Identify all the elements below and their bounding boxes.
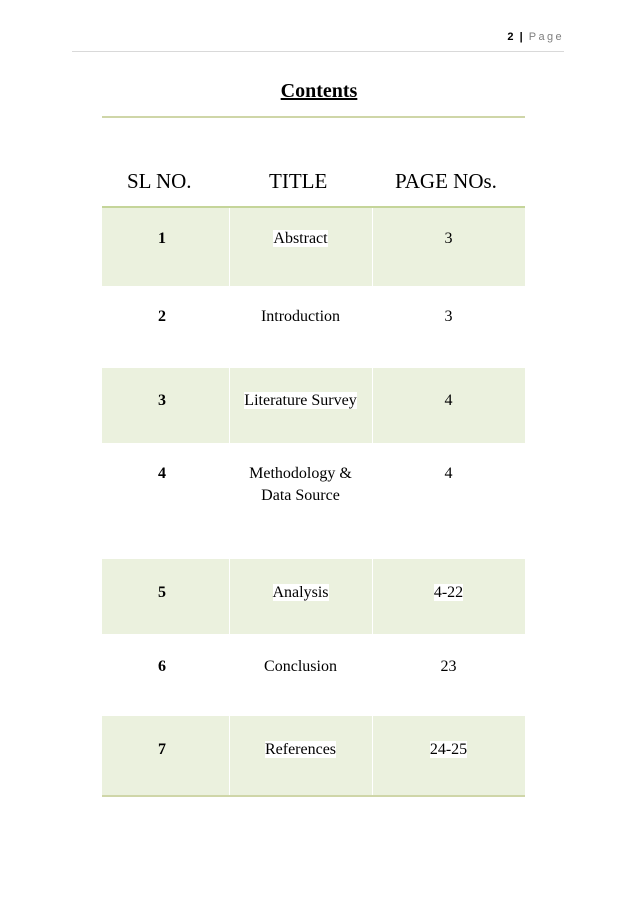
entry-title-text: Abstract <box>273 230 328 247</box>
entry-pages: 3 <box>444 230 453 247</box>
sl-number: 4 <box>158 465 166 482</box>
sl-number: 5 <box>158 584 166 601</box>
sl-number: 7 <box>158 741 166 758</box>
entry-title-text: References <box>264 741 337 758</box>
table-row <box>102 716 525 795</box>
column-header-page-nos: PAGE NOs. <box>395 169 497 193</box>
table-bottom-rule <box>102 795 525 797</box>
page-header <box>72 30 564 52</box>
page-word: Page <box>528 31 564 43</box>
table-header-row <box>102 152 525 208</box>
entry-title: Conclusion <box>264 658 337 675</box>
entry-pages: 3 <box>444 308 453 325</box>
entry-title <box>229 582 372 604</box>
title-divider <box>102 116 525 118</box>
sl-number: 6 <box>158 658 166 675</box>
entry-pages-text: 4-22 <box>433 584 464 601</box>
table-row <box>102 443 525 559</box>
table-row <box>102 368 525 443</box>
page-number: 2 <box>507 31 514 43</box>
sl-number: 1 <box>158 230 166 247</box>
entry-title <box>229 390 372 412</box>
table-row <box>102 208 525 286</box>
entry-pages: 23 <box>440 658 457 675</box>
column-header-title: TITLE <box>269 169 328 193</box>
page-title: Contents <box>280 80 358 102</box>
contents-table <box>102 152 525 797</box>
table-row <box>102 634 525 716</box>
entry-pages <box>372 582 525 604</box>
entry-title-text: Analysis <box>272 584 329 601</box>
entry-title: Introduction <box>260 308 341 325</box>
entry-title-text: Literature Survey <box>244 392 357 409</box>
entry-pages: 4 <box>444 465 453 482</box>
entry-pages-text: 24-25 <box>429 741 468 758</box>
entry-title <box>229 463 372 507</box>
table-row <box>102 559 525 634</box>
header-separator: | <box>519 31 523 43</box>
entry-title-line: Methodology & <box>249 465 352 482</box>
sl-number: 3 <box>158 392 166 409</box>
entry-title <box>229 739 372 761</box>
column-header-sl-no: SL NO. <box>127 169 192 193</box>
entry-title <box>229 228 372 250</box>
entry-title-line: Data Source <box>261 487 340 504</box>
table-row <box>102 286 525 368</box>
entry-pages <box>372 739 525 761</box>
entry-pages: 4 <box>444 392 453 409</box>
sl-number: 2 <box>158 308 166 325</box>
